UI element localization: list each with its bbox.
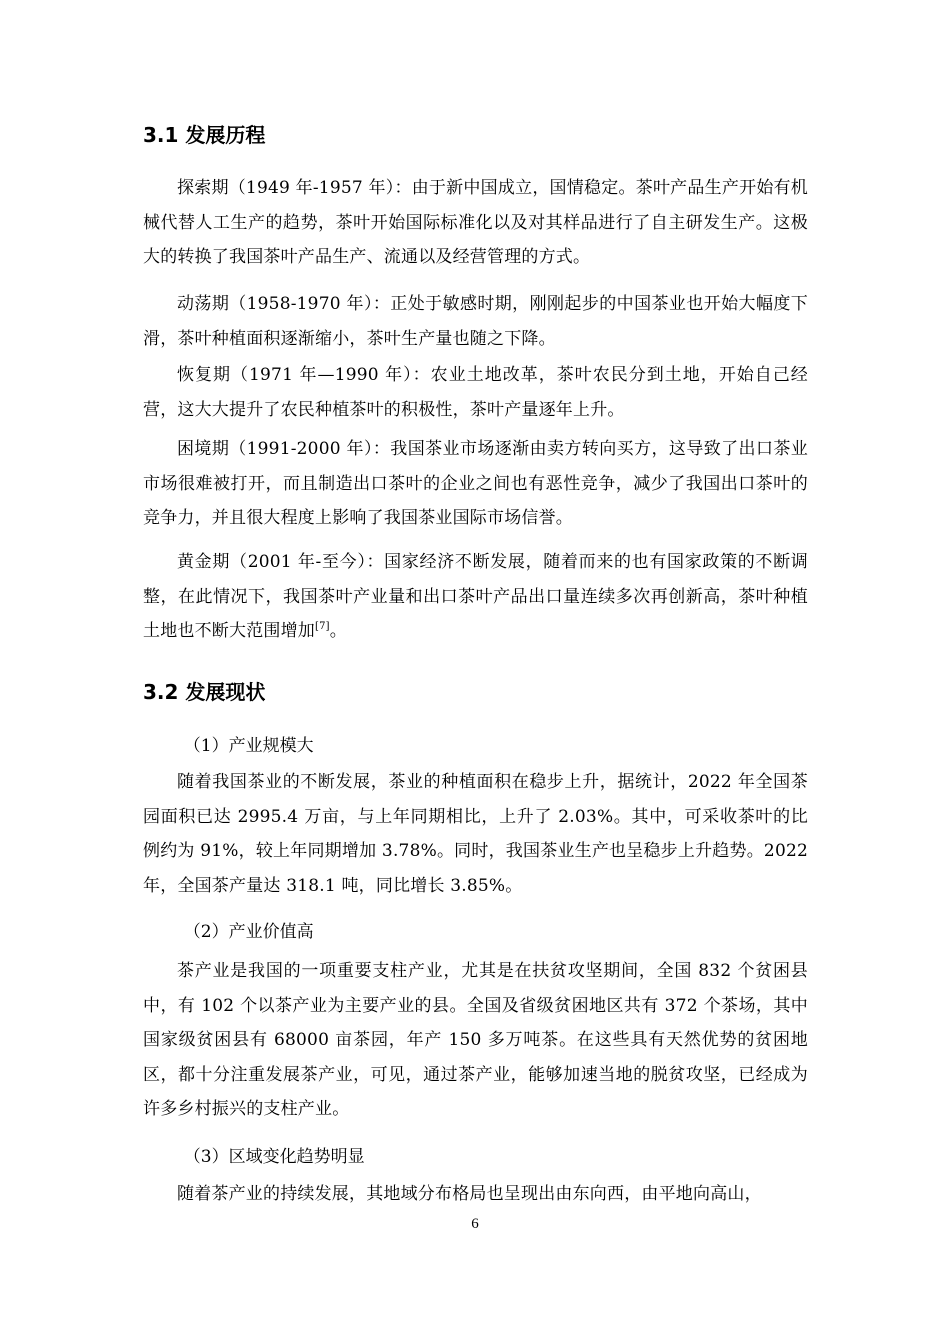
golden-period-text: 黄金期（2001 年-至今）：国家经济不断发展，随着而来的也有国家政策的不断调整，在此情况下，我国茶叶产业量和出口茶叶产品出口量连续多次再创新高，茶叶种植土地也不断大范围增加 [143,552,808,642]
paragraph-industry-scale: 随着我国茶业的不断发展，茶业的种植面积在稳步上升，据统计，2022 年全国茶园面积已达 2995.4 万亩，与上年同期相比，上升了 2.03%。其中，可采收茶叶的比例约为 91%，较上年同期增加 3.78%。同时，我国茶业生产也呈稳步上升趋势。2022 年，全国茶产量达 318.1 吨，同比增长 3.85%。 [143,772,808,896]
subheading-industry-scale: （1）产业规模大 [183,736,314,756]
paragraph-recovery-period: 恢复期（1971 年—1990 年）：农业土地改革，茶叶农民分到土地，开始自己经营，这大大提升了农民种植茶叶的积极性，茶叶产量逐年上升。 [143,365,808,420]
paragraph-difficult-period: 困境期（1991-2000 年）：我国茶业市场逐渐由卖方转向买方，这导致了出口茶业市场很难被打开，而且制造出口茶叶的企业之间也有恶性竞争，减少了我国出口茶叶的竞争力，并且很大程度上影响了我国茶业国际市场信誉。 [143,439,808,529]
page-number: 6 [471,1216,479,1232]
paragraph-exploration-period: 探索期（1949 年-1957 年）：由于新中国成立，国情稳定。茶叶产品生产开始有机械代替人工生产的趋势，茶叶开始国际标准化以及对其样品进行了自主研发生产。这极大的转换了我国茶叶产品生产、流通以及经营管理的方式。 [143,178,808,268]
paragraph-regional-trend: 随着茶产业的持续发展，其地域分布格局也呈现出由东向西，由平地向高山， [177,1184,762,1204]
section-heading-current-status: 3.2 发展现状 [143,680,266,704]
paragraph-industry-value: 茶产业是我国的一项重要支柱产业，尤其是在扶贫攻坚期间，全国 832 个贫困县中，有 102 个以茶产业为主要产业的县。全国及省级贫困地区共有 372 个茶场，其中国家级贫困县有 68000 亩茶园，年产 150 多万吨茶。在这些具有天然优势的贫困地区，都十分注重发展茶产业，可见，通过茶产业，能够加速当地的脱贫攻坚，已经成为许多乡村振兴的支柱产业。 [143,961,808,1120]
paragraph-turbulent-period: 动荡期（1958-1970 年）：正处于敏感时期，刚刚起步的中国茶业也开始大幅度下滑，茶叶种植面积逐渐缩小，茶叶生产量也随之下降。 [143,294,808,349]
citation-7: [7] [315,621,330,633]
subheading-regional-trend: （3）区域变化趋势明显 [183,1147,365,1167]
subheading-industry-value: （2）产业价值高 [183,922,314,942]
section-heading-development-history: 3.1 发展历程 [143,123,266,147]
paragraph-golden-period [143,545,808,649]
golden-period-tail: 。 [329,621,347,642]
